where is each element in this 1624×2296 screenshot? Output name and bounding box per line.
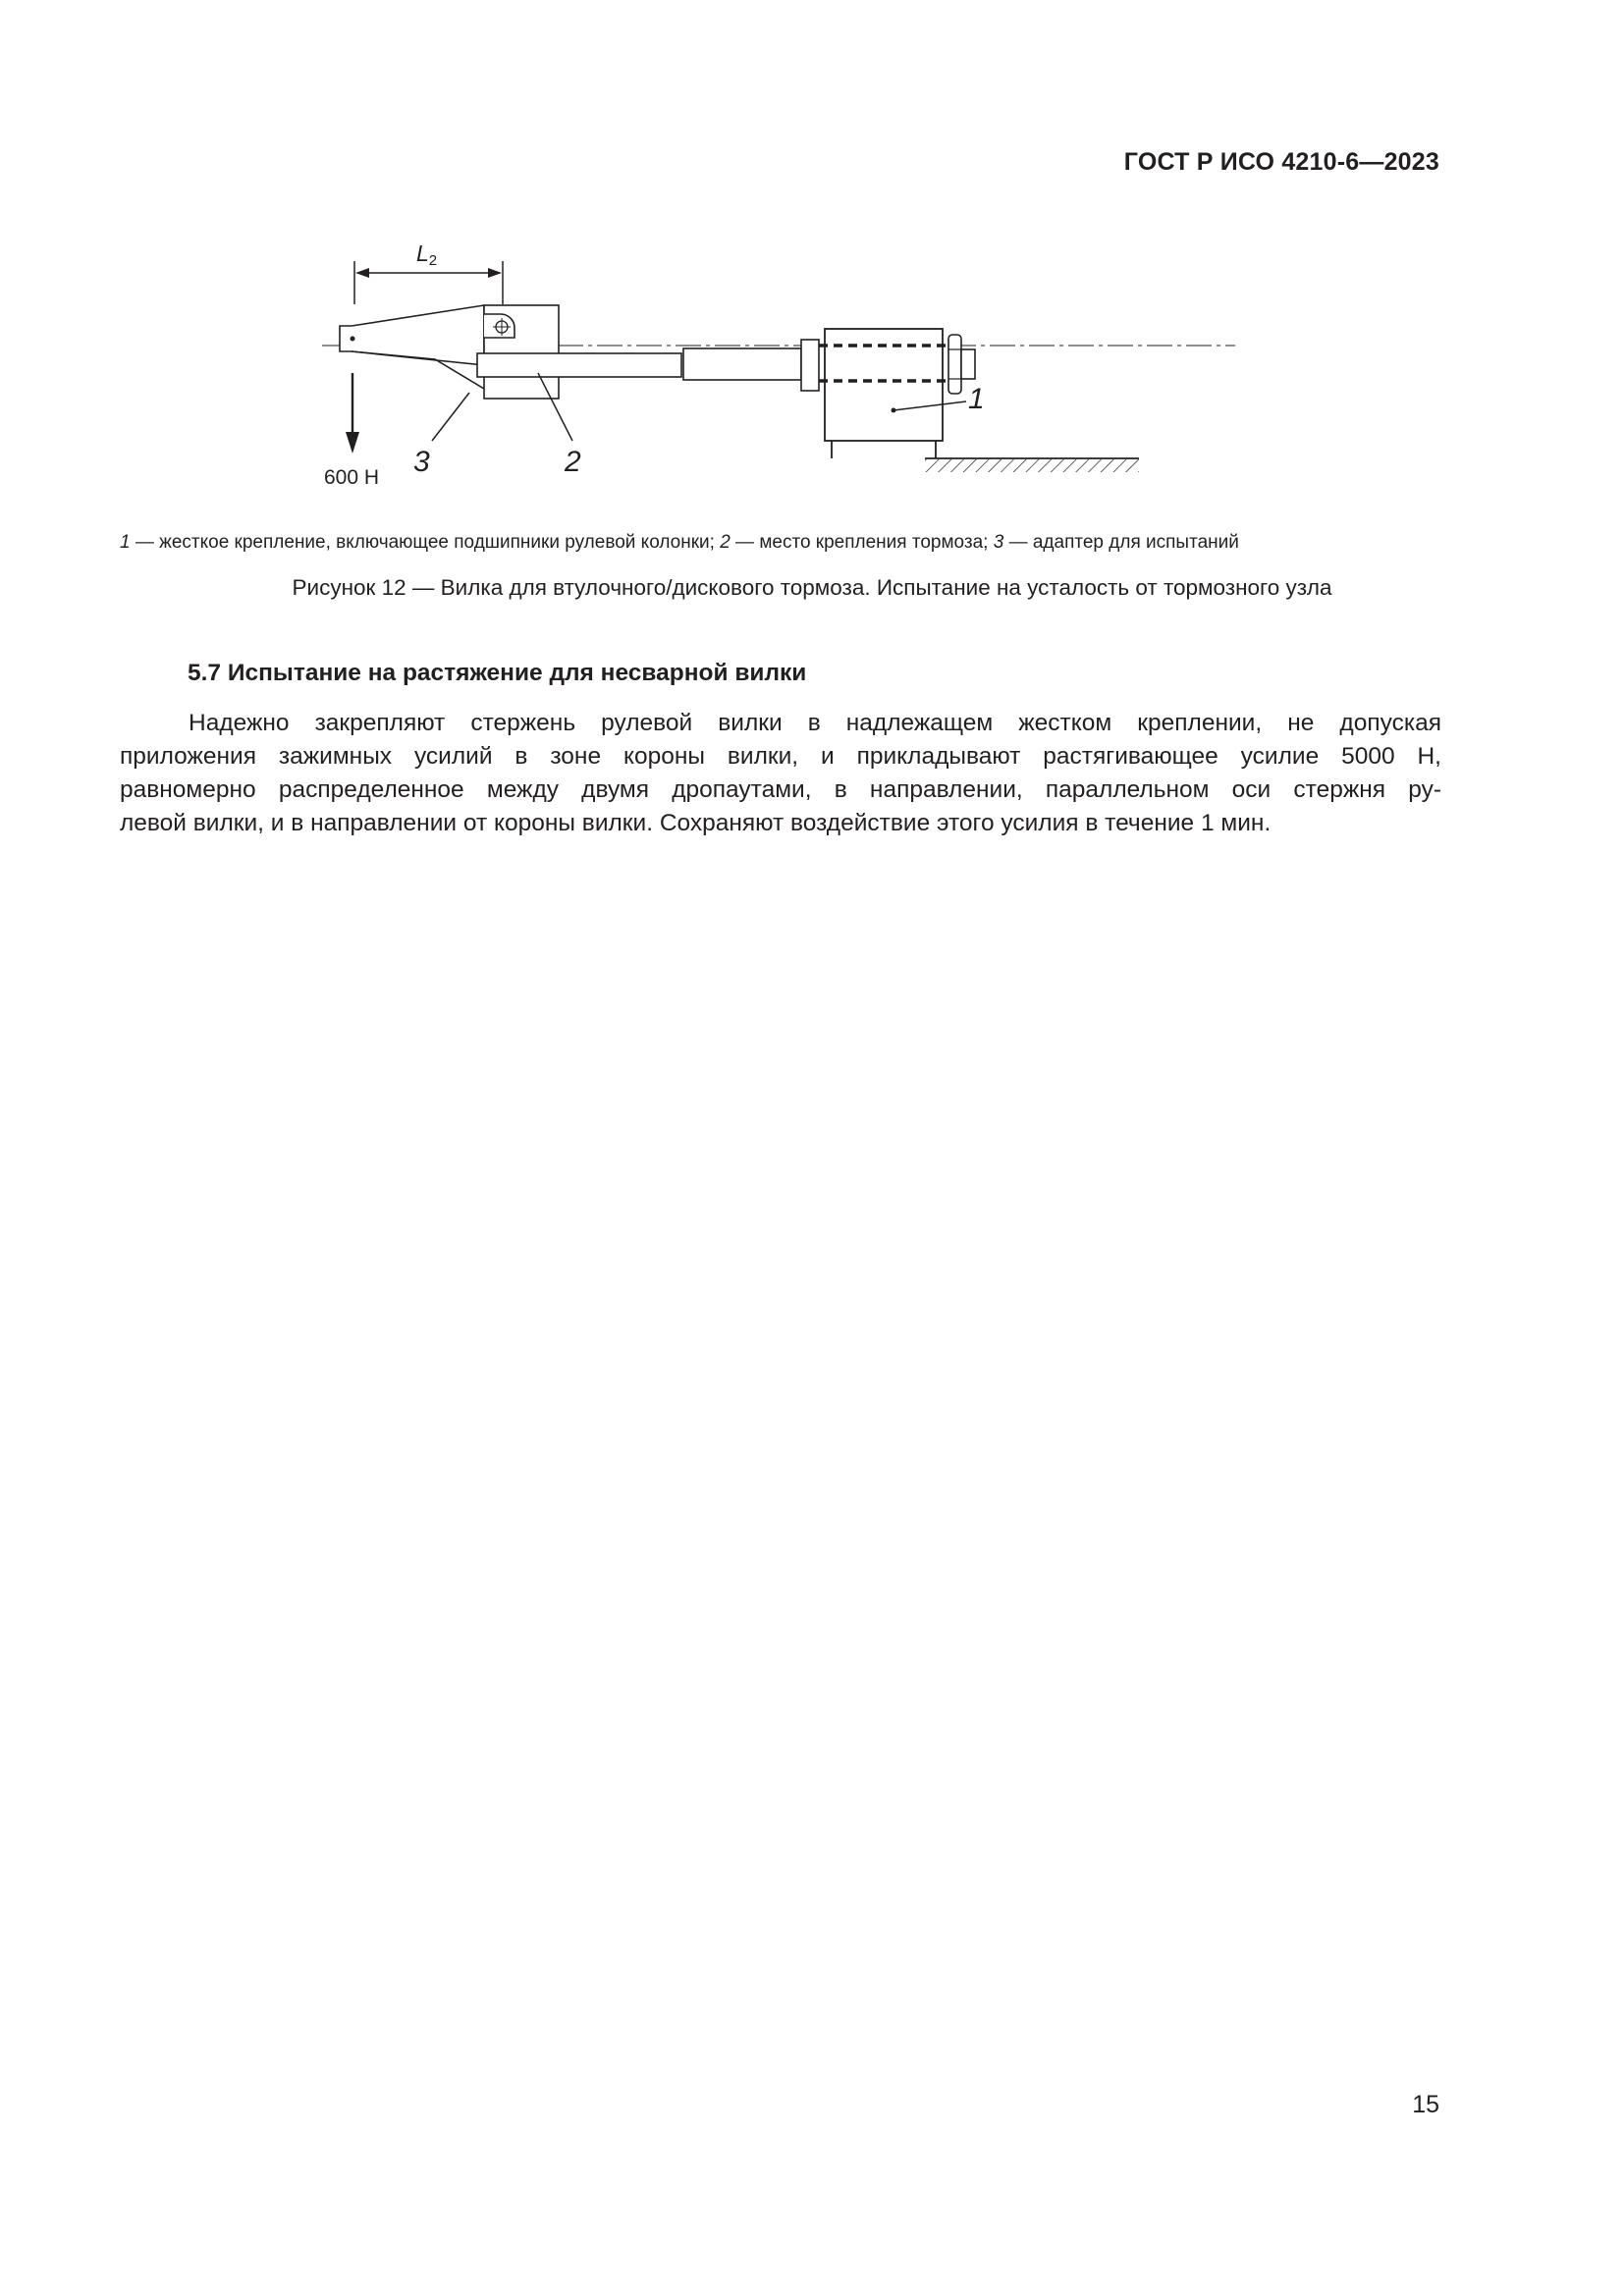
paragraph-line: Надежно закрепляют стержень рулевой вилки в надлежащем жестком креплении, не допуская xyxy=(189,710,1441,736)
figure-12 xyxy=(312,236,1257,501)
steerer-tube-thick xyxy=(683,348,801,380)
figure-caption: Рисунок 12 — Вилка для втулочного/дискового тормоза. Испытание на усталость от тормозного узла xyxy=(292,575,1332,600)
callout-2: 2 xyxy=(565,446,581,478)
section-heading: 5.7 Испытание на растяжение для несварной вилки xyxy=(188,660,807,686)
ground-hatch xyxy=(925,459,1139,472)
adapter-arm xyxy=(340,305,484,365)
document-header: ГОСТ Р ИСО 4210-6—2023 xyxy=(1123,148,1439,176)
callout-1: 1 xyxy=(968,383,985,415)
paragraph-line: приложения зажимных усилий в зоне короны вилки, и прикладывают растягивающее усилие 5000 Н, xyxy=(120,743,1441,770)
upper-bracket xyxy=(484,314,514,338)
load-point xyxy=(351,337,355,342)
steerer-tube-thin xyxy=(477,353,681,377)
bolt-end xyxy=(961,349,975,379)
paragraph-line: левой вилки, и в направлении от короны вилки. Сохраняют воздействие этого усилия в течение 1 мин. xyxy=(120,810,1272,836)
legend-num-3: 3 xyxy=(993,532,1004,553)
page-number: 15 xyxy=(1412,2091,1439,2118)
legend-num-2: 2 xyxy=(720,532,731,553)
dimension-arrow-left xyxy=(355,268,369,278)
legend-text-2: — место крепления тормоза; xyxy=(730,532,994,553)
paragraph-line: равномерно распределенное между двумя дропаутами, в направлении, параллельном оси стержня ру- xyxy=(120,776,1441,803)
callout-3: 3 xyxy=(413,446,430,478)
nut xyxy=(948,335,961,394)
callout-3-leader xyxy=(432,393,469,441)
legend-num-1: 1 xyxy=(120,532,131,553)
dimension-label: L2 xyxy=(416,240,438,269)
fork-test-drawing xyxy=(312,236,1257,501)
force-label: 600 Н xyxy=(324,466,380,489)
section-paragraph xyxy=(120,707,1441,840)
legend-text-1: — жесткое крепление, включающее подшипники рулевой колонки; xyxy=(130,532,721,553)
legend-text-3: — адаптер для испытаний xyxy=(1003,532,1239,553)
collar xyxy=(801,340,819,391)
force-arrow-head xyxy=(346,432,359,454)
figure-legend xyxy=(120,532,1441,554)
dimension-arrow-right xyxy=(488,268,502,278)
